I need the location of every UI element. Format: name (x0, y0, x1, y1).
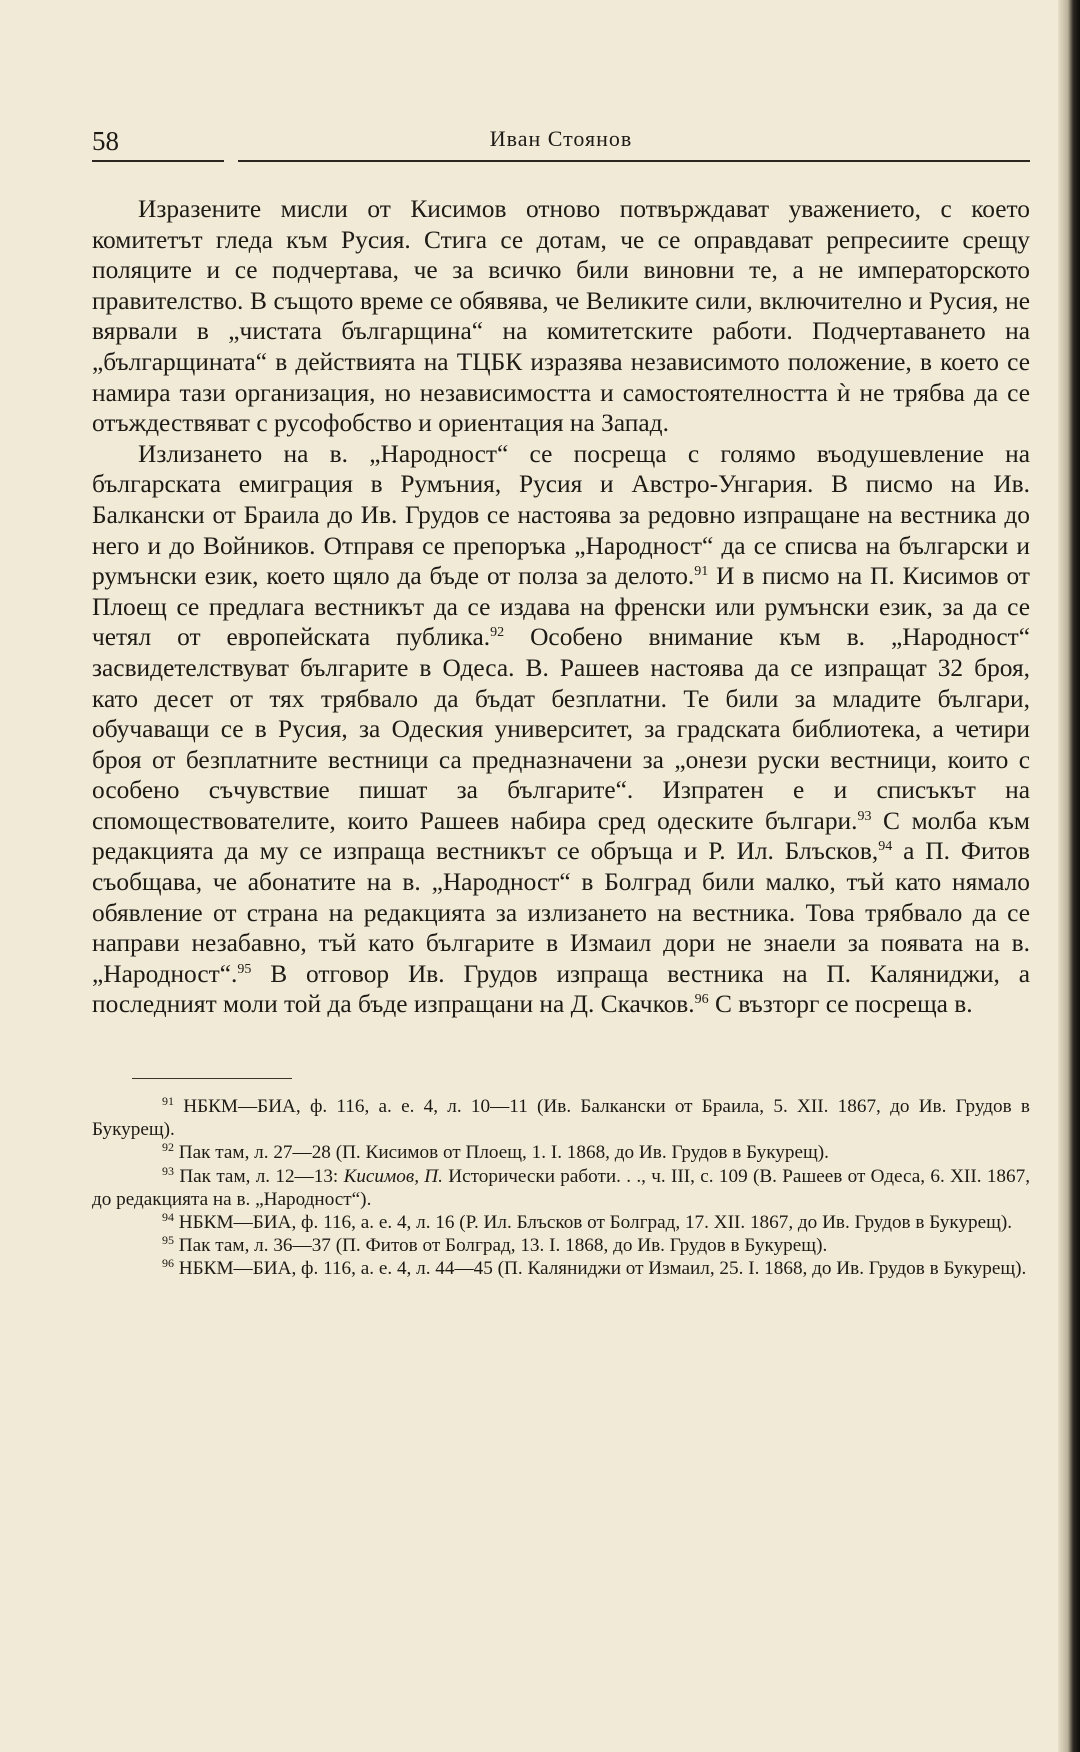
footnote-number: 93 (162, 1163, 174, 1178)
text-run: Изразените мисли от Кисимов отново потвърждават уважението, с което комитетът гледа към Русия. Стига се дотам, че се оправдават репресиите срещу поляците и се подчертава, че за всичко били виновни те, а не императорското правителство. В същото време се обявява, че Великите сили, включително и Русия, не вярвали в „чистата българщина“ на комитетските работи. Подчертаването на „българщината“ в действията на ТЦБК изразява независимото положение, в което се намира тази организация, но независимостта и самостоятелността ѝ не трябва да се отъждествяват с русофобство и ориентация на Запад. (92, 195, 1030, 438)
footnote-text: НБКМ—БИА, ф. 116, а. е. 4, л. 44—45 (П. Каляниджи от Измаил, 25. I. 1868, до Ив. Грудов в Букурещ). (178, 1258, 1027, 1280)
text-run: Излизането на в. „Народност“ се посреща с голямо въодушевление на българската емиграция в Румъния, Русия и Австро-Унгария. В писмо на Ив. Балкански от Браила до Ив. Грудов се настоява за редовно изпращане на вестника до него и до Войников. Отправя се препоръка „Народност“ да се списва на български и румънски език, което щяло да бъде от полза за делото. (92, 439, 1030, 591)
footnote-author-italic: Кисимов, П. (343, 1165, 443, 1187)
page-number: 58 (92, 126, 119, 156)
text-run: И в писмо на П. Кисимов от Плоещ се предлага вестникът да се издава на френски или румънски език, за да се четял от европейската публика. (92, 562, 1030, 652)
footnote-text: НБКМ—БИА, ф. 116, а. е. 4, л. 16 (Р. Ил. Блъсков от Болград, 17. XII. 1867, до Ив. Грудов в Букурещ). (178, 1212, 1013, 1234)
text-run: В отговор Ив. Грудов изпраща вестника на П. Каляниджи, а последният моли той да бъде изпращани на Д. Скачков. (92, 959, 1030, 1019)
footnote-ref-95: 95 (237, 961, 252, 977)
footnote-95 (92, 1234, 1030, 1257)
footnote-number: 96 (162, 1256, 174, 1271)
text-run: С възторг се посреща в. (708, 990, 973, 1019)
footnote-rule (132, 1078, 292, 1079)
footnote-number: 92 (162, 1140, 174, 1155)
paragraph-1 (92, 194, 1030, 439)
text-run: С молба към редакцията да му се изпраща вестникът се обръща и Р. Ил. Блъсков, (92, 806, 1030, 866)
footnote-93 (92, 1165, 1030, 1211)
footnote-91 (92, 1095, 1030, 1141)
paragraph-2 (92, 439, 1030, 1020)
footnote-ref-94: 94 (878, 839, 893, 855)
footnote-text: НБКМ—БИА, ф. 116, а. е. 4, л. 10—11 (Ив. Балкански от Браила, 5. XII. 1867, до Ив. Грудов в Букурещ). (92, 1096, 1030, 1141)
book-page (92, 118, 1030, 1281)
header-rule (92, 160, 1030, 162)
footnote-text: Пак там, л. 36—37 (П. Фитов от Болград, 13. I. 1868, до Ив. Грудов в Букурещ). (178, 1235, 828, 1257)
footnote-number: 91 (162, 1094, 174, 1109)
running-head: Иван Стоянов (489, 126, 633, 151)
text-run: а П. Фитов съобщава, че абонатите на в. „Народност“ в Болград били малко, тъй като нямало обявление от страна на редакцията за излизането на вестника. Това трябвало да се направи незабавно, тъй като българите в Измаил дори не знаели за появата на в. „Народност“. (92, 837, 1030, 988)
footnotes (92, 1095, 1030, 1281)
body-text (92, 194, 1030, 1020)
footnote-ref-93: 93 (857, 808, 872, 824)
footnote-ref-91: 91 (694, 564, 709, 580)
footnote-ref-92: 92 (490, 625, 505, 641)
footnote-number: 94 (162, 1210, 174, 1225)
text-run: Особено внимание към в. „Народност“ засвидетелствуват българите в Одеса. В. Рашеев настоява да се изпращат 32 броя, като десет от тях трябвало да бъдат безплатни. Те били за младите българи, обучаващи се в Русия, за Одеския университет, за градската библиотека, а четири броя от безплатните вестници са предназначени за „онези руски вестници, които с особено съчувствие пишат за българите“. Изпратен е и списъкът на спомоществователите, които Рашеев набира сред одеските българи. (92, 623, 1030, 835)
footnote-number: 95 (162, 1233, 174, 1248)
page-header (92, 118, 1030, 160)
footnote-text: Пак там, л. 12—13: (179, 1165, 344, 1187)
footnote-ref-96: 96 (694, 992, 709, 1008)
book-spine-edge (1058, 0, 1080, 1752)
footnote-text: Пак там, л. 27—28 (П. Кисимов от Плоещ, 1. I. 1868, до Ив. Грудов в Букурещ). (178, 1142, 829, 1164)
footnote-96 (92, 1257, 1030, 1280)
footnote-text-continued: Исторически работи. . ., ч. III, с. 109 (В. Рашеев от Одеса, 6. XII. 1867, до редакцията на в. „Народност“). (92, 1165, 1030, 1210)
footnote-94 (92, 1211, 1030, 1234)
footnote-92 (92, 1141, 1030, 1164)
